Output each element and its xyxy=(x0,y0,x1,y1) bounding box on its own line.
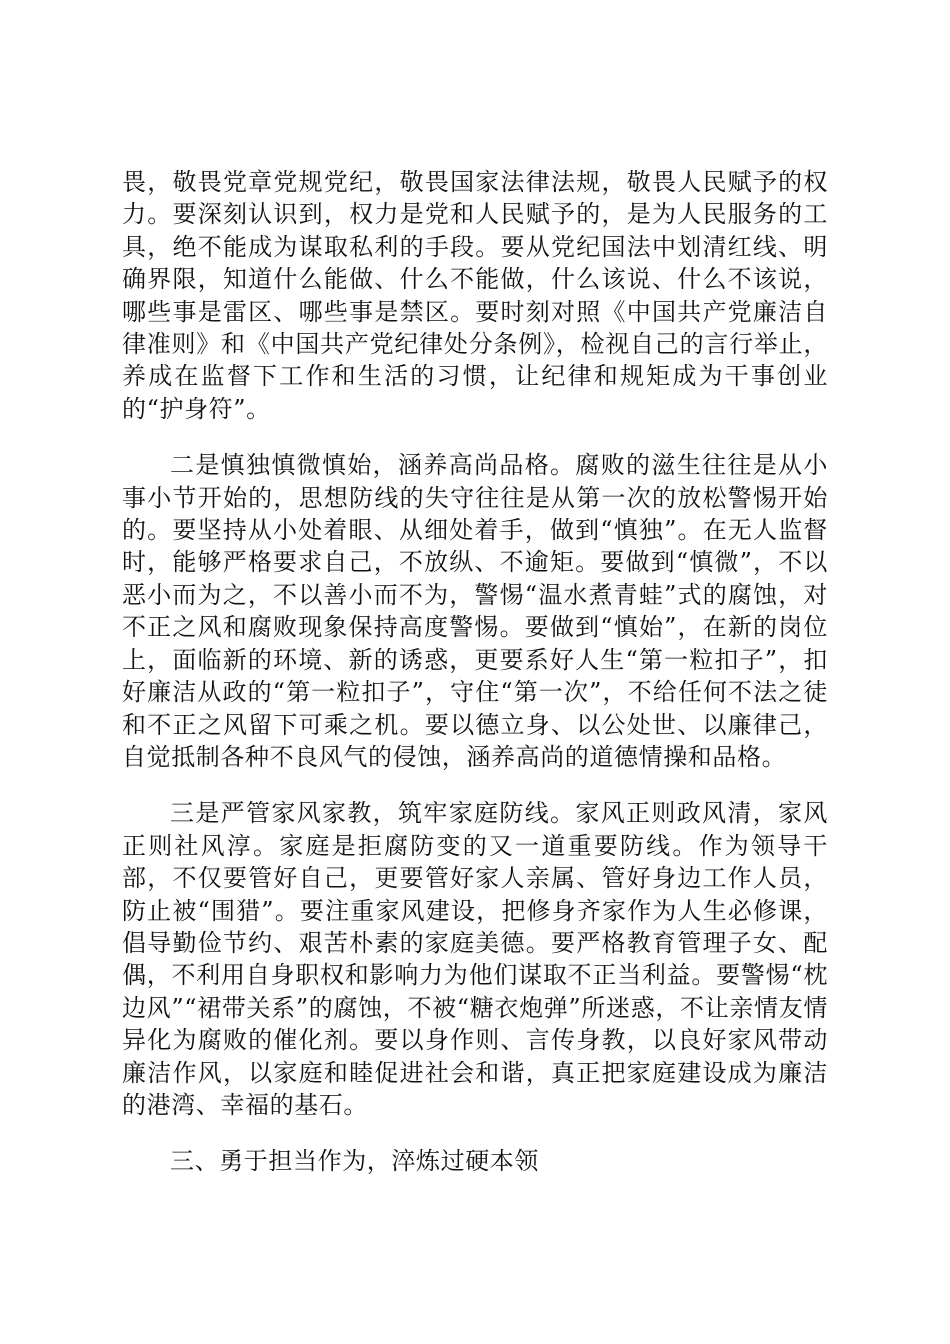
document-body xyxy=(122,166,828,1178)
paragraph-continuation: 畏，敬畏党章党规党纪，敬畏国家法律法规，敬畏人民赋予的权力。要深刻认识到，权力是党和人民赋予的，是为人民服务的工具，绝不能成为谋取私利的手段。要从党纪国法中划清红线、明确界限，知道什么能做、什么不能做，什么该说、什么不该说，哪些事是雷区、哪些事是禁区。要时刻对照《中国共产党廉洁自律准则》和《中国共产党纪律处分条例》，检视自己的言行举止，养成在监督下工作和生活的习惯，让纪律和规矩成为干事创业的“护身符”。 xyxy=(122,168,828,423)
paragraph-item-two: 二是慎独慎微慎始，涵养高尚品格。腐败的滋生往往是从小事小节开始的，思想防线的失守往往是从第一次的放松警惕开始的。要坚持从小处着眼、从细处着手，做到“慎独”。在无人监督时，能够严格要求自己，不放纵、不逾矩。要做到“慎微”，不以恶小而为之，不以善小而不为，警惕“温水煮青蛙”式的腐蚀，对不正之风和腐败现象保持高度警惕。要做到“慎始”，在新的岗位上，面临新的环境、新的诱惑，更要系好人生“第一粒扣子”，扣好廉洁从政的“第一粒扣子”，守住“第一次”，不给任何不法之徒和不正之风留下可乘之机。要以德立身、以公处世、以廉律己，自觉抵制各种不良风气的侵蚀，涵养高尚的道德情操和品格。 xyxy=(122,451,828,771)
paragraph-item-three: 三是严管家风家教，筑牢家庭防线。家风正则政风清，家风正则社风淳。家庭是拒腐防变的又一道重要防线。作为领导干部，不仅要管好自己，更要管好家人亲属、管好身边工作人员，防止被“围猎”。要注重家风建设，把修身齐家作为人生必修课，倡导勤俭节约、艰苦朴素的家庭美德。要严格教育管理子女、配偶，不利用自身职权和影响力为他们谋取不正当利益。要警惕“枕边风”“裙带关系”的腐蚀，不被“糖衣炮弹”所迷惑，不让亲情友情异化为腐败的催化剂。要以身作则、言传身教，以良好家风带动廉洁作风，以家庭和睦促进社会和谐，真正把家庭建设成为廉洁的港湾、幸福的基石。 xyxy=(122,799,828,1119)
section-heading: 三、勇于担当作为，淬炼过硬本领 xyxy=(170,1147,539,1176)
